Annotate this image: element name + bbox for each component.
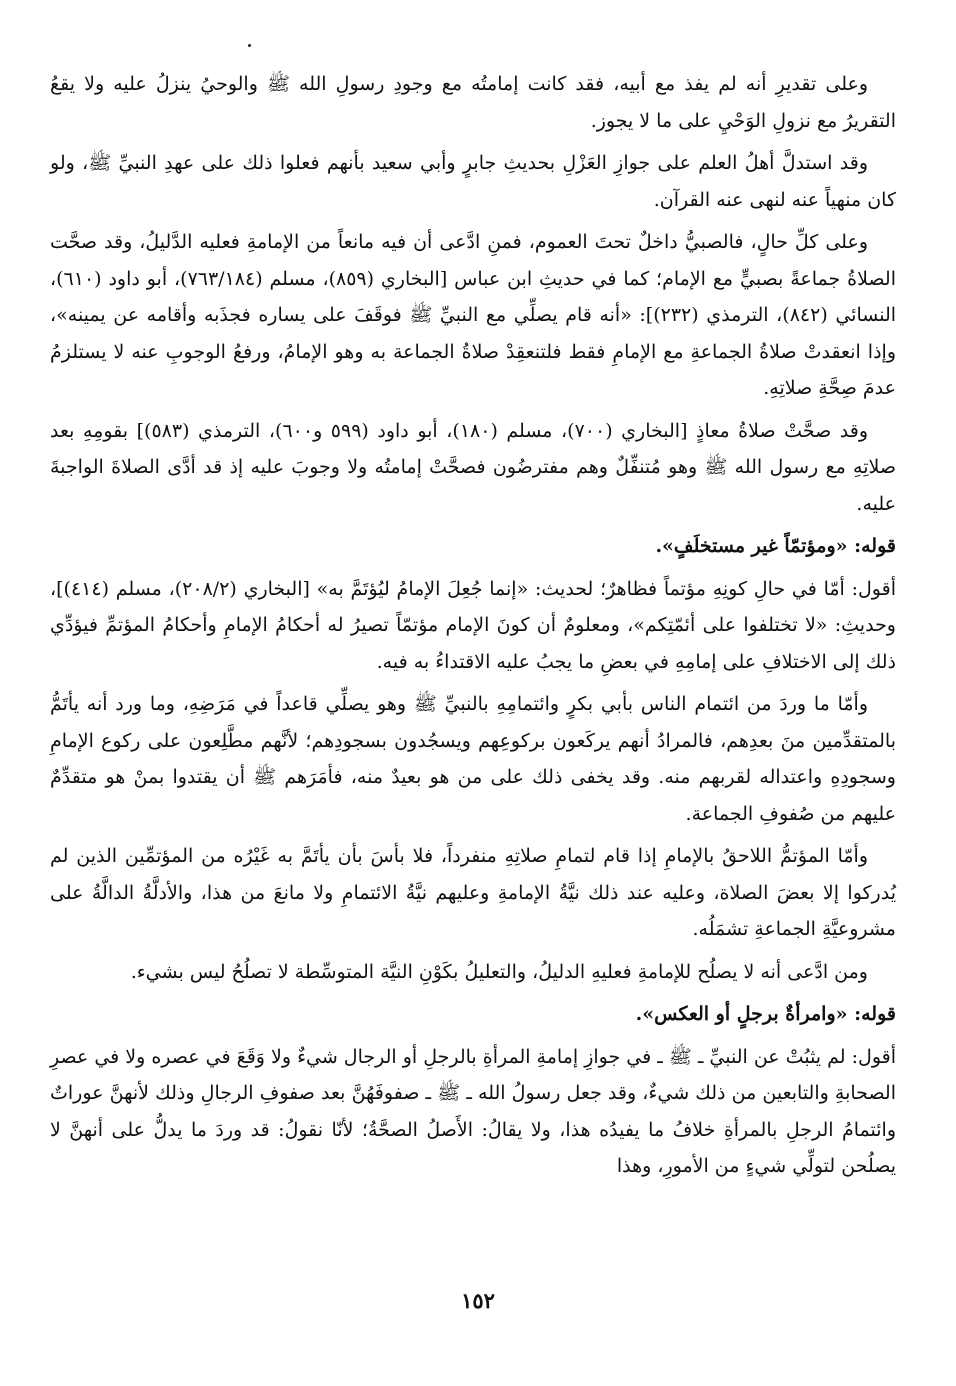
paragraph: وأمّا ما وردَ من ائتمام الناس بأبي بكرٍ وائتمامِهِ بالنبيِّ ﷺ وهو يصلِّي قاعداً في مَرَضِهِ، وما ورد أنه يأتَمُّ بالمتقدِّمين منَ بعدِهم، فالمرادُ أنهم يركَعون بركوعِهم ويسجُدون بسجودِهم؛ لأنَّهم مطَّلِعون على ركوع الإمامِ وسجودِهِ واعتداله لقربهم منه. وقد يخفى ذلك على من هو بعيدٌ منه، فأمَرَهم ﷺ أن يقتدوا بمنْ هو متقدِّمٌ عليهم من صُفوفِ الجماعة. <box>50 693 896 825</box>
page-body <box>50 66 896 1191</box>
paragraph: أقول: لم يثبُتْ عن النبيِّ ـ ﷺ ـ في جوازِ إمامةِ المرأةِ بالرجلِ أو الرجال شيءٌ ولا وَقَعَ في عصره ولا في عصرِ الصحابةِ والتابعين من ذلك شيءٌ، وقد جعل رسولُ الله ـ ﷺ ـ صفوفَهُنَّ بعد صفوفِ الرجالِ وذلك لأنهنَّ عوراتٌ وائتمامُ الرجلِ بالمرأةِ خلافُ ما يفيدُه هذا، ولا يقالُ: الأَصلُ الصحَّةُ؛ لأنّا نقولُ: قد وردَ ما يدلُّ على أنهنَّ لا يصلُحن لتولِّي شيءٍ من الأمورِ، وهذا <box>50 1045 896 1177</box>
quote-heading: قوله: «وامرأةٌ برجلٍ أو العكس». <box>635 1003 896 1025</box>
scan-speck <box>248 44 251 47</box>
paragraph: وأمّا المؤتمُّ اللاحقُ بالإمامِ إذا قام لتمامِ صلاتِهِ منفرداً، فلا بأسَ بأن يأتَمَّ به غَيْرُه من المؤتمِّين الذين لم يُدركوا إلا بعضَ الصلاة، وعليه عند ذلك نيَّةُ الإمامةِ وعليهم نيَّةُ الائتمامِ ولا مانعَ من هذا، والأدلَّةُ الدالَّةُ على مشروعيَّةِ الجماعةِ تشمَلُه. <box>50 845 896 940</box>
quote-heading: قوله: «ومؤتمّاً غير مستخلَفٍ». <box>655 535 896 557</box>
page-number: ١٥٢ <box>461 1288 495 1313</box>
paragraph: وعلى تقديرِ أنه لم يفذ مع أبيه، فقد كانت إمامتُه مع وجودِ رسولِ الله ﷺ والوحيُ ينزلُ عليه ولا يقعُ التقريرُ مع نزولِ الوَحْيِ على ما لا يجوز. <box>50 73 896 132</box>
paragraph: ومن ادَّعى أنه لا يصلُح للإمامةِ فعليهِ الدليلُ، والتعليلُ بكَوْنِ النيَّة المتوسِّطة لا تصلُحُ ليس بشيء. <box>130 960 868 983</box>
paragraph: وقد استدلَّ أهلُ العلم على جوازِ العَزْلِ بحديثِ جابرٍ وأبي سعيد بأنهم فعلوا ذلك على عهدِ النبيِّ ﷺ، ولو كان منهياً عنه لنهى عنه القرآن. <box>50 152 896 211</box>
paragraph: وقد صحَّتْ صلاةُ معاذٍ [البخاري (٧٠٠)، مسلم (١٨٠)، أبو داود (٥٩٩ و٦٠٠)، الترمذي (٥٨٣)] بقومِهِ بعد صلاتِهِ مع رسول الله ﷺ وهو مُتنفِّلٌ وهم مفترضُون فصحَّتْ إمامتُه ولا وجوبَ عليه إذ قد أدَّى الصلاةَ الواجبةَ عليه. <box>50 419 896 515</box>
paragraph: وعلى كلِّ حالٍ، فالصبيُّ داخلٌ تحتَ العموم، فمنِ ادَّعى أن فيه مانعاً من الإمامةِ فعليه الدَّليلُ، وقد صحَّت الصلاةُ جماعةً بصبيٍّ مع الإمام؛ كما في حديثِ ابن عباس [البخاري (٨٥٩)، مسلم (٧٦٣/١٨٤)، أبو داود (٦١٠)، النسائي (٨٤٢)، الترمذي (٢٣٢)]: «أنه قام يصلِّي مع النبيِّ ﷺ فوقَفَ على يساره فجذَبه وأقامه عن يمينه»، وإذا انعقدتْ صلاةُ الجماعةِ مع الإمامِ فقط فلتنعقِدْ صلاةُ الجماعة به وهو الإمامُ، ورفعُ الوجوبِ عنه لا يستلزمُ عدمَ صِحَّةِ صلاتِهِ. <box>50 231 897 399</box>
paragraph: أقول: أمّا في حالِ كونِهِ مؤتماً فظاهرٌ؛ لحديث: «إنما جُعِلَ الإمامُ ليُؤتَمَّ به» [البخاري (٢٠٨/٢)، مسلم (٤١٤)]، وحديثِ: «لا تختلفوا على أئمّتِكم»، ومعلومٌ أن كونَ الإمام مؤتمّاً تصيرُ له أحكامُ الإمامِ وأحكامُ المؤتمِّ فيؤدِّي ذلك إلى الاختلافِ على إمامِهِ في بعضِ ما يجبُ عليه الاقتداءُ به فيه. <box>50 577 896 673</box>
